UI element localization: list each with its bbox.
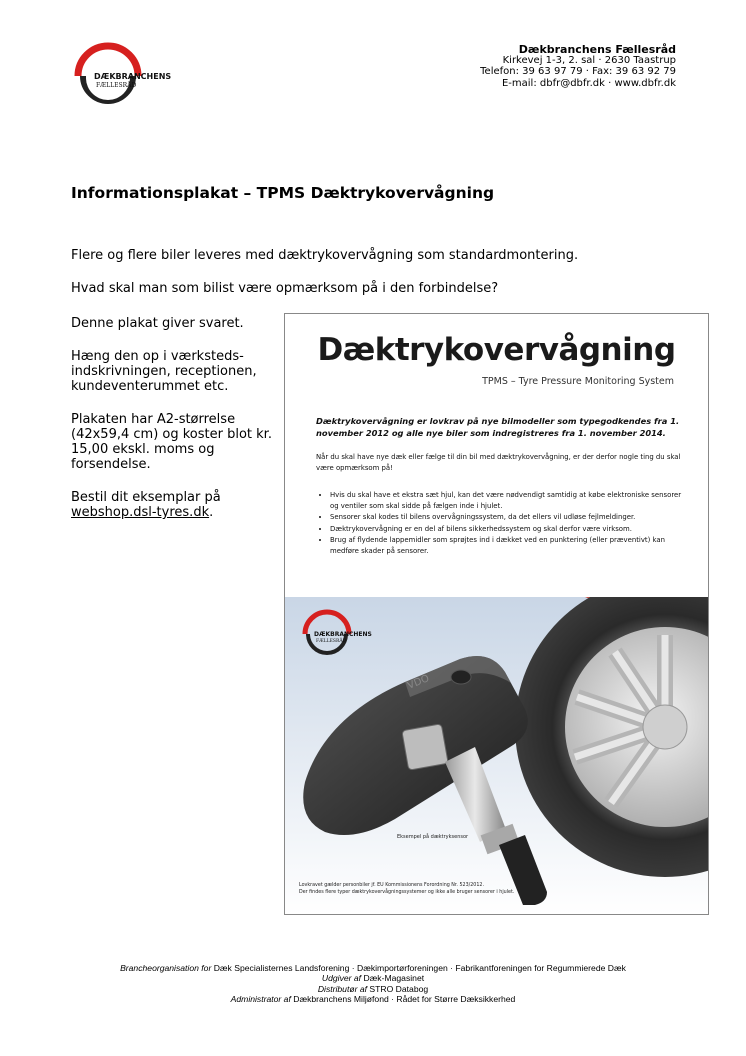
document-title: Informationsplakat – TPMS Dæktrykovervågning xyxy=(71,184,495,202)
page-footer xyxy=(0,963,746,1005)
order-prefix: Bestil dit eksemplar på xyxy=(71,490,221,505)
poster-body: Når du skal have nye dæk eller fælge til din bil med dæktrykovervågning, er der derfor nogle ting du skal være opmærksom på! xyxy=(316,453,681,472)
intro-paragraph-1: Flere og flere biler leveres med dæktrykovervågning som standardmontering. xyxy=(71,248,579,263)
poster-bullet: • Brug af flydende lappemidler som sprøjtes ind i dækket ved en punktering (eller præventivt) kan medføre skader på sensorer. xyxy=(330,535,688,557)
poster-title: Dæktrykovervågning xyxy=(317,332,676,368)
webshop-link[interactable]: webshop.dsl-tyres.dk xyxy=(71,505,210,520)
org-address: Kirkevej 1-3, 2. sal · 2630 Taastrup xyxy=(502,55,676,67)
side-paragraph-3: Plakaten har A2-størrelse (42x59,4 cm) og koster blot kr. 15,00 ekskl. moms og forsendelse. xyxy=(71,412,272,472)
poster-bullet-list xyxy=(316,490,688,557)
org-name: Dækbranchens Fællesråd xyxy=(518,43,676,56)
poster-footnote xyxy=(299,882,514,896)
footer-label: Distributør af xyxy=(317,983,368,994)
poster-logo-text-1: DÆKBRANCHENS xyxy=(314,631,372,638)
order-suffix: . xyxy=(209,505,214,520)
poster-preview xyxy=(284,313,709,915)
org-phone: Telefon: 39 63 97 79 · Fax: 39 63 92 79 xyxy=(480,66,676,78)
poster-subtitle: TPMS – Tyre Pressure Monitoring System xyxy=(482,376,674,387)
side-paragraph-2: Hæng den op i værksteds-indskrivningen, receptionen, kundeventerummet etc. xyxy=(71,349,257,394)
footer-label: Administrator af xyxy=(230,994,291,1005)
org-email: E-mail: dbfr@dbfr.dk · www.dbfr.dk xyxy=(501,77,676,89)
side-column xyxy=(71,316,281,538)
footer-label: Brancheorganisation for xyxy=(120,963,212,973)
logo-text-1: DÆKBRANCHENS xyxy=(94,72,172,81)
poster-footnote-2: Der findes flere typer dæktrykovervågningssystemer og ikke alle bruger sensorer i hjulet. xyxy=(299,890,515,895)
footer-line-2 xyxy=(0,973,746,983)
footer-value: Dæk Specialisternes Landsforening · Dækimportørforeningen · Fabrikantforeningen for Regummierede Dæk xyxy=(213,963,626,973)
org-contact-block xyxy=(480,44,676,89)
side-paragraph-1: Denne plakat giver svaret. xyxy=(71,316,244,331)
poster-footnote-1: Lovkravet gælder personbiler jf. EU Kommissionens Forordning Nr. 523/2012. xyxy=(299,883,484,888)
sensor-brand-label: VDO xyxy=(406,673,431,692)
intro-paragraph-2: Hvad skal man som bilist være opmærksom på i den forbindelse? xyxy=(71,281,499,296)
footer-line-1 xyxy=(0,963,746,973)
poster-bullet: • Hvis du skal have et ekstra sæt hjul, kan det være nødvendigt samtidig at købe elektroniske sensorer og ventiler som skal sidde på fælgen inde i hjulet. xyxy=(330,490,688,512)
footer-line-3 xyxy=(0,984,746,994)
poster-bullet: • Dæktrykovervågning er en del af bilens sikkerhedssystem og skal derfor være virksom. xyxy=(330,524,688,535)
poster-caption: Eksempel på dæktryksensor xyxy=(397,834,469,840)
logo-text-2: FÆLLESRÅD xyxy=(96,82,137,89)
poster-lead: Dæktrykovervågning er lovkrav på nye bilmodeller som typegodkendes fra 1. november 2012 og alle nye biler som indregistreres fra 1. november 2014. xyxy=(316,416,680,438)
poster-bullet: • Sensorer skal kodes til bilens overvågningssystem, da det ellers vil udløse fejlmeldinger. xyxy=(330,512,688,523)
tpms-sensor-illustration xyxy=(285,597,708,914)
footer-line-4 xyxy=(0,994,746,1004)
side-paragraph-4 xyxy=(71,490,281,520)
footer-label: Udgiver af xyxy=(321,973,362,984)
dbfr-logo xyxy=(72,42,174,110)
footer-value: STRO Databog xyxy=(369,983,429,994)
footer-value: Dæk-Magasinet xyxy=(363,973,425,984)
footer-value: Dækbranchens Miljøfond · Rådet for Større Dæksikkerhed xyxy=(293,994,516,1005)
poster-logo-text-2: FÆLLESRÅD xyxy=(316,639,347,644)
